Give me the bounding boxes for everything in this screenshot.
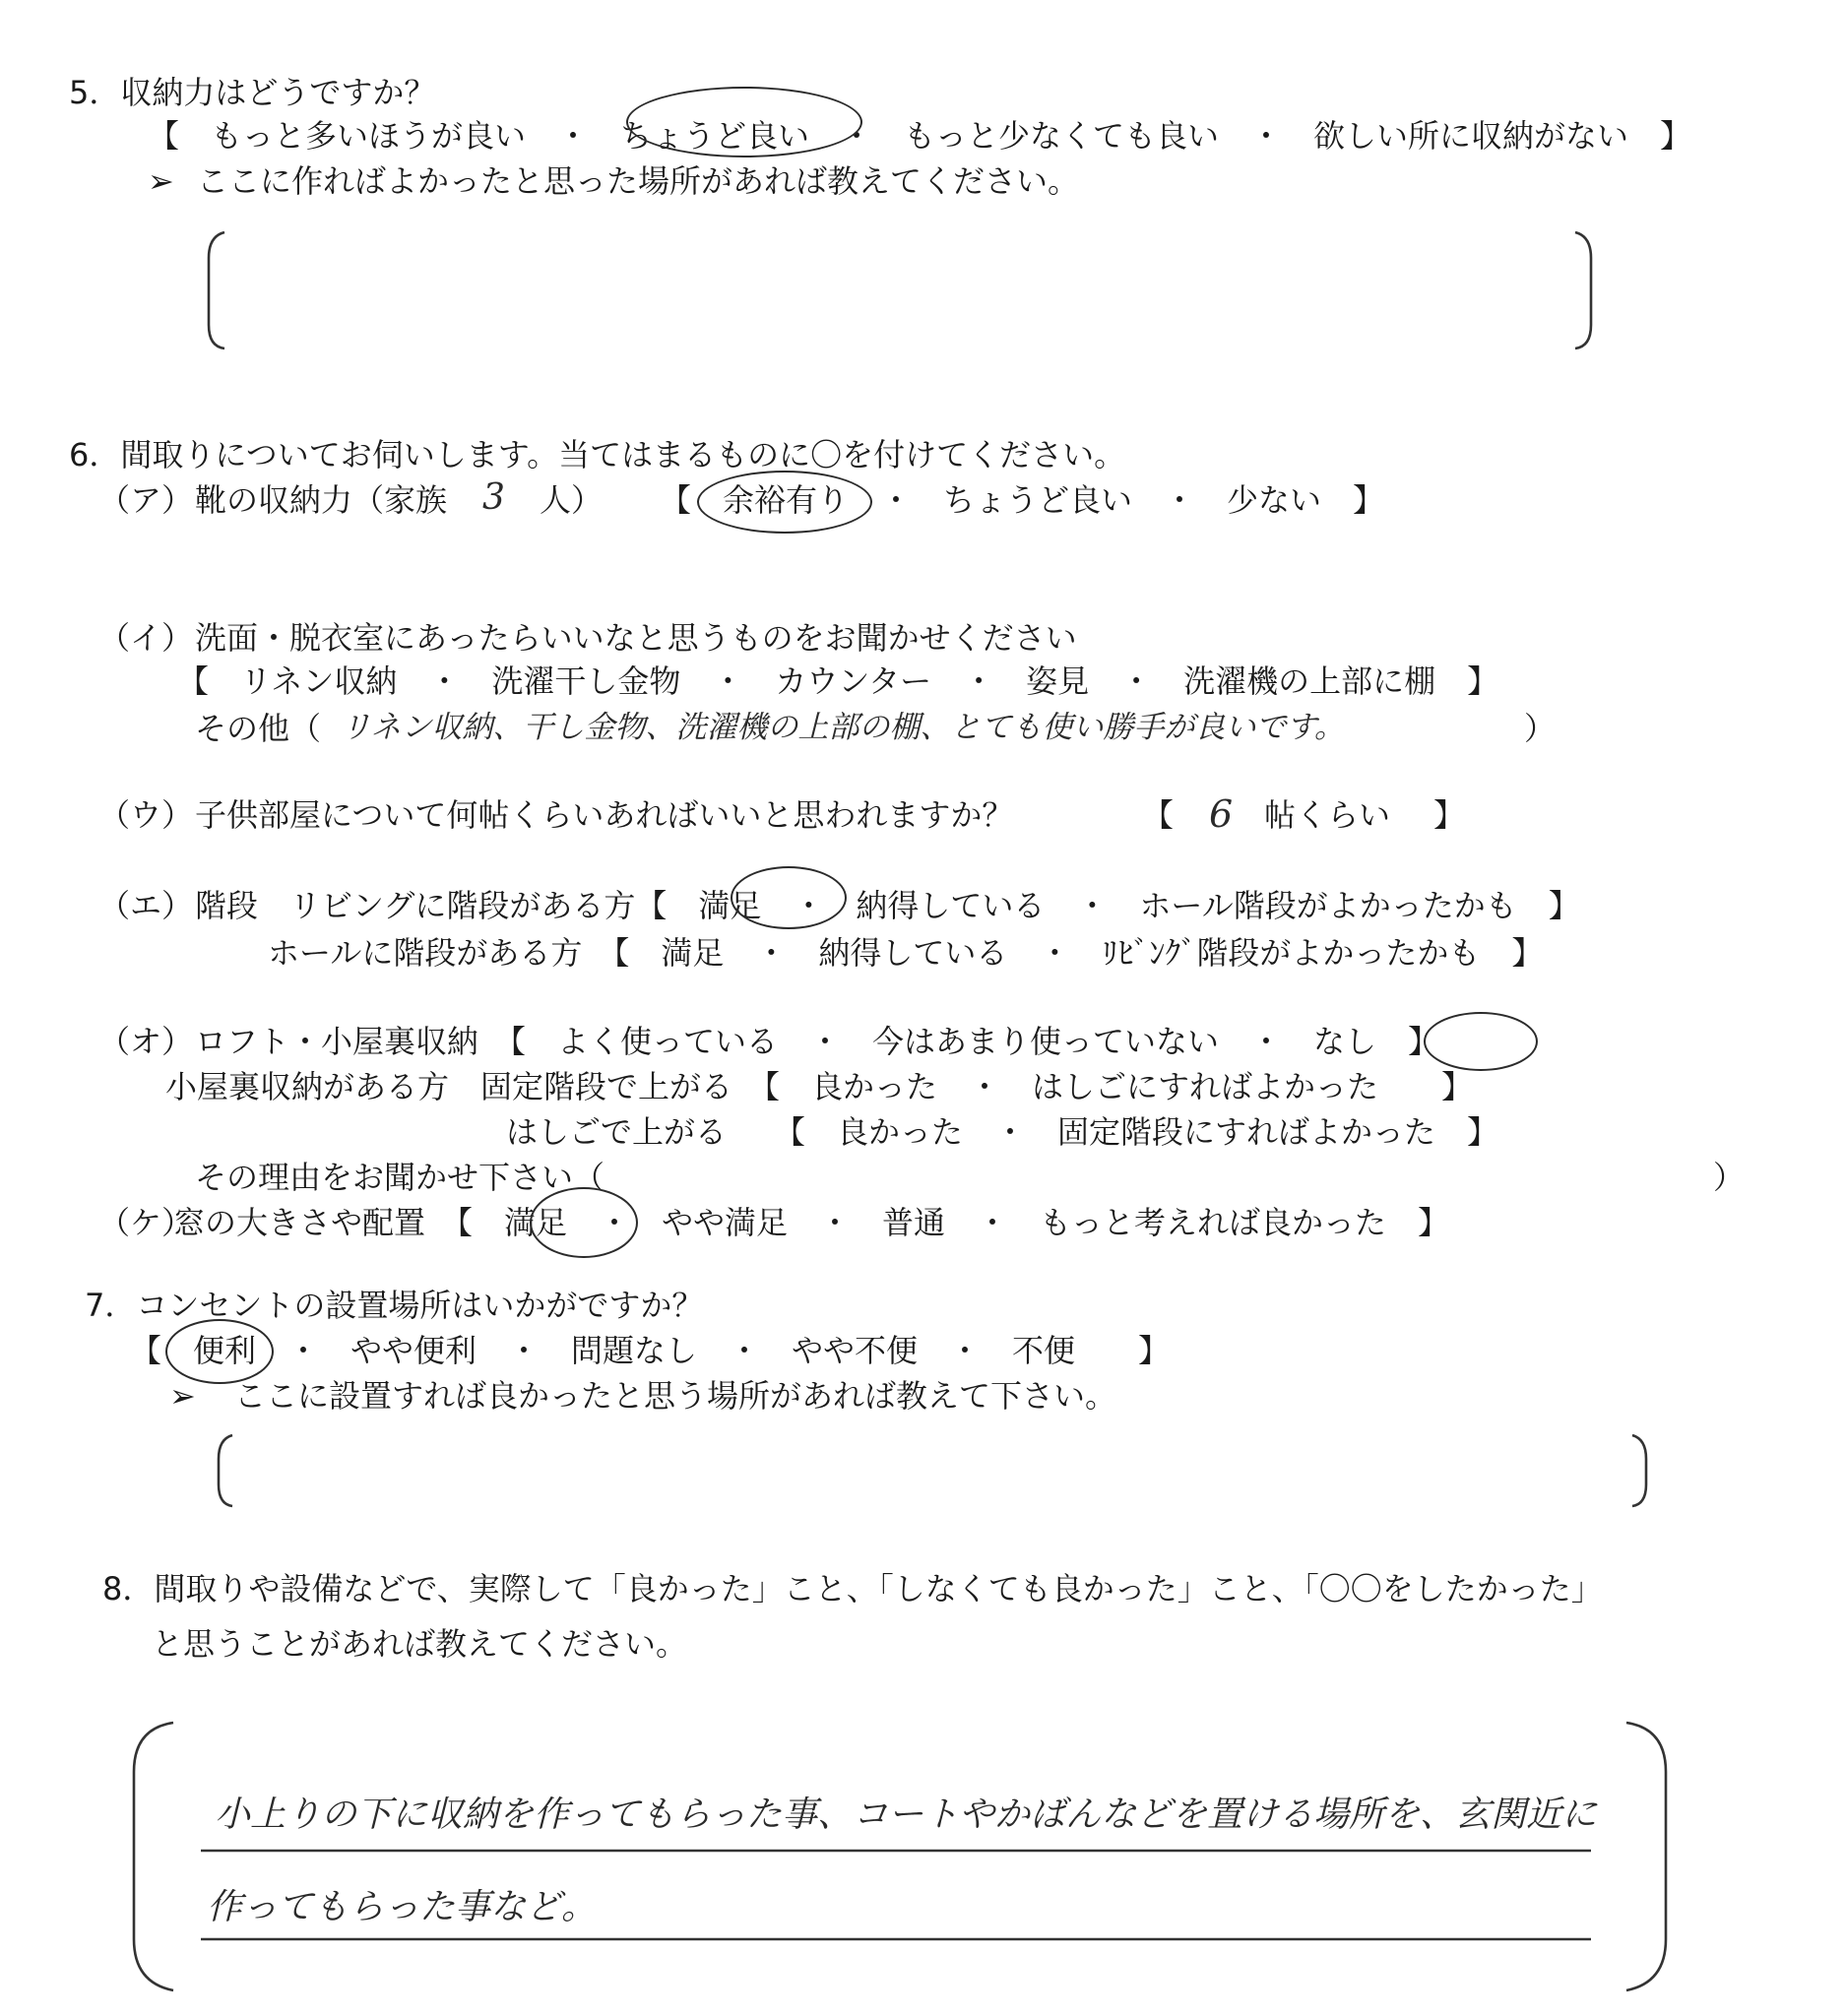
q7-title: 7．コンセントの設置場所はいかがですか？ (85, 1287, 704, 1324)
q6o-reason-close: ） (1713, 1159, 1746, 1196)
q6u-label: （ウ） (98, 796, 194, 834)
q6e-label: （エ） (98, 887, 194, 924)
q8-frame-left (134, 1723, 173, 1990)
q6u-bracket-open: 【 (1142, 796, 1175, 834)
q5-options: 【 もっと多いほうが良い ・ ちょうど良い ・ もっと少なくても良い ・ 欲しい所に収納がない 】 (148, 117, 1692, 155)
q6o-line1: ロフト・小屋裏収納 【 よく使っている ・ 今はあまり使っていない ・ なし 】 (195, 1023, 1440, 1060)
q8-title-line1: 8．間取りや設備などで、実際して「良かった」こと、「しなくても良かった」こと、「〇〇をしたかった」 (102, 1570, 1603, 1607)
q6-title: 6．間取りについてお伺いします。当てはまるものに〇を付けてください。 (69, 436, 1126, 473)
q8-title-line2: と思うことがあれば教えてください。 (152, 1625, 688, 1663)
q6a-label: （ア） (98, 481, 194, 519)
q6o-line3: はしごで上がる 【 良かった ・ 固定階段にすればよかった 】 (506, 1113, 1499, 1151)
q6o-label: （オ） (98, 1023, 194, 1060)
q7-frame-right (1632, 1435, 1646, 1506)
q6ke-label: （ケ） (98, 1204, 194, 1241)
q6a-text-after: 人） (540, 481, 604, 519)
q6a-family-count: 3 (482, 477, 505, 518)
q6a-options: 【 余裕有り ・ ちょうど良い ・ 少ない 】 (660, 481, 1385, 519)
q8-frame-right (1626, 1723, 1666, 1990)
q5-sub-mark: ➢ (148, 162, 174, 200)
q6o-reason: その理由をお聞かせ下さい（ (195, 1159, 605, 1196)
q6i-text: 洗面・脱衣室にあったらいいなと思うものをお聞かせください (195, 619, 1077, 657)
q6i-other-answer: リネン収納、干し金物、洗濯機の上部の棚、とても使い勝手が良いです。 (341, 710, 1345, 745)
q6i-options: 【 リネン収納 ・ 洗濯干し金物 ・ カウンター ・ 姿見 ・ 洗濯機の上部に棚 】 (177, 662, 1499, 700)
q5-sub-prompt: ここに作ればよかったと思った場所があれば教えてください。 (197, 162, 1080, 200)
q6e-line1: 階段 リビングに階段がある方【 満足 ・ 納得している ・ ホール階段がよかったかも 】 (195, 887, 1580, 924)
q8-answer-line2: 作ってもらった事など。 (207, 1887, 598, 1927)
q8-answer-line1: 小上りの下に収納を作ってもらった事、コートやかばんなどを置ける場所を、玄関近に (215, 1795, 1598, 1835)
q6u-text: 子供部屋について何帖くらいあればいいと思われますか？ (195, 796, 1014, 834)
q6u-bracket-close: 】 (1433, 796, 1466, 834)
q6u-unit: 帖くらい (1264, 796, 1391, 834)
q6e-line2: ホールに階段がある方 【 満足 ・ 納得している ・ ﾘﾋﾞﾝｸﾞ階段がよかったかも 】 (268, 934, 1544, 972)
q5-frame-right (1575, 232, 1591, 348)
q6ke-line: 窓の大きさや配置 【 満足 ・ やや満足 ・ 普通 ・ もっと考えれば良かった 】 (173, 1204, 1450, 1241)
q7-options: 【 便利 ・ やや便利 ・ 問題なし ・ やや不便 ・ 不便 】 (130, 1332, 1171, 1369)
q5-title: 5．収納力はどうですか？ (69, 74, 436, 111)
q6a-text-before: 靴の収納力（家族 (195, 481, 448, 519)
q5-frame-left (209, 232, 224, 348)
q6i-other-close: ） (1524, 710, 1557, 747)
q7-sub-mark: ➢ (169, 1377, 196, 1415)
q6i-label: （イ） (98, 619, 194, 657)
q7-frame-left (219, 1435, 232, 1506)
q6o-line2: 小屋裏収納がある方 固定階段で上がる 【 良かった ・ はしごにすればよかった 】 (165, 1068, 1474, 1105)
q6i-other-label: その他（ (195, 710, 322, 747)
q6u-answer: 6 (1209, 792, 1234, 836)
q7-sub-prompt: ここに設置すれば良かったと思う場所があれば教えて下さい。 (234, 1377, 1117, 1415)
